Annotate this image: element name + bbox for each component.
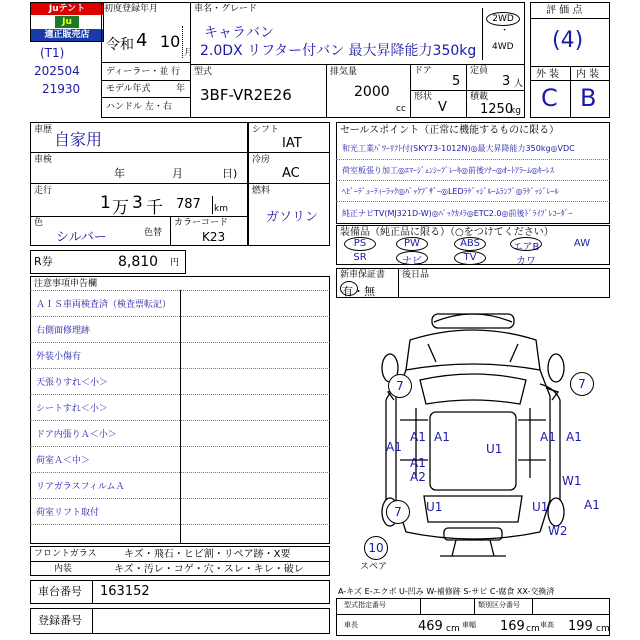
length-unit: cm <box>446 624 460 634</box>
equip-ps-circle <box>344 237 376 251</box>
equip-aw: AW <box>573 238 591 249</box>
note-item: 荷室Ａ＜中＞ <box>36 456 91 466</box>
equip-pw-circle <box>396 237 428 251</box>
capacity-unit: 人 <box>514 79 524 89</box>
vehicle-info-box <box>101 2 525 118</box>
warranty-value: 有・無 <box>342 285 375 298</box>
stock-tag: (T1) <box>40 46 65 60</box>
inspection-year: 年 <box>114 167 125 180</box>
ac-value: AC <box>282 166 300 181</box>
damage-mark: A2 <box>410 470 426 484</box>
recycle-label: R券 <box>34 255 53 268</box>
shape-value: V <box>438 100 447 115</box>
damage-mark: U1 <box>532 500 549 514</box>
warranty-label: 新車保証書 <box>340 270 386 280</box>
model-year-unit: 年 <box>176 84 186 94</box>
int-grade: B <box>580 84 597 112</box>
reg-year: 4 <box>136 30 148 51</box>
drive-2wd-circle: 2WD <box>486 12 520 26</box>
mileage-unit: km <box>214 204 228 214</box>
damage-legend: A-キズ E-エクボ U-凹み W-補修跡 S-サビ C-腐食 XX-交換済 <box>338 587 555 596</box>
note-item: 天張りすれ＜小＞ <box>36 378 109 388</box>
car-name: キャラバン <box>204 25 274 41</box>
fuel-value: ガソリン <box>266 210 319 225</box>
damage-mark: W2 <box>548 524 568 538</box>
type-designation-label: 型式指定番号 <box>344 601 386 609</box>
mileage-man: 万 <box>112 198 129 218</box>
width-value: 169 <box>500 619 525 634</box>
damage-mark: A1 <box>410 456 426 470</box>
equip-tv-circle <box>454 251 486 265</box>
damage-mark: U1 <box>486 442 503 456</box>
mileage-sen: 千 <box>146 198 163 218</box>
doors-label: ドア <box>414 66 432 76</box>
recycle-unit: 円 <box>170 258 180 268</box>
note-item: 右側面修理跡 <box>36 326 91 336</box>
car-grade: 2.0DX リフター付バン 最大昇降能力350kg <box>200 43 477 59</box>
damage-mark: W1 <box>562 474 582 488</box>
selling-line-1: 和光工業ﾊﾟﾜｰﾘﾌﾄ付(SKY73-1012N)◎最大昇降能力350kg◎VDC <box>342 144 575 153</box>
doors-value: 5 <box>452 74 461 89</box>
warranty-circle <box>340 281 358 296</box>
recycle-value: 8,810 <box>118 254 159 270</box>
load-value: 1250 <box>480 102 514 117</box>
inspection-month: 月 <box>172 167 183 180</box>
note-item: シートすれ＜小＞ <box>36 404 108 414</box>
equip-sr: SR <box>353 252 367 263</box>
drive-dot: ・ <box>500 26 510 36</box>
notes-label: 注意事項申告欄 <box>34 279 98 289</box>
width-unit: cm <box>526 624 540 634</box>
car-name-label: 車名・グレード <box>194 4 258 14</box>
damage-mark: U1 <box>426 500 443 514</box>
color-code: K23 <box>202 230 226 244</box>
tire-mark: 7 <box>570 372 594 396</box>
damage-mark: A1 <box>386 440 402 454</box>
mileage-rest: 787 <box>176 197 201 212</box>
grade-score: (4) <box>552 28 584 53</box>
type-value: 3BF-VR2E26 <box>200 86 292 104</box>
length-value: 469 <box>418 619 443 634</box>
displacement-label: 排気量 <box>330 67 358 77</box>
selling-points-label: セールスポイント（正常に機能するものに限る） <box>340 125 560 136</box>
recycle-box <box>30 250 186 274</box>
cert-banner: 適正販売店 <box>31 29 103 41</box>
drive-4wd: 4WD <box>492 42 514 52</box>
color-value: シルバー <box>56 230 107 245</box>
selling-line-3: ﾍﾋﾞｰﾃﾞｭｰﾃｨｰﾗｯｸ◎ﾊﾞｯｸﾌﾞｻﾞｰ◎LEDﾗｹﾞｯｼﾞﾙｰﾑﾗﾝﾌﾟ◎ﾗｹﾞｯｼﾞﾚｰﾙ <box>342 187 559 196</box>
equip-navi: ナビ <box>402 256 422 267</box>
interior-label: 内装 <box>54 564 73 574</box>
class-number-label: 類別区分番号 <box>478 601 520 609</box>
height-unit: cm <box>596 624 610 634</box>
color-label: 色 <box>34 218 44 228</box>
mileage-thousand: 3 <box>132 193 143 213</box>
reg-era: 令和 <box>106 37 134 53</box>
chassis-label: 車台番号 <box>38 585 82 598</box>
damage-mark: A1 <box>434 430 450 444</box>
ju-mark: Ju <box>55 16 79 28</box>
grade-label: 評 価 点 <box>546 5 583 16</box>
height-label: 車高 <box>540 621 554 629</box>
interior-value: キズ・汚レ・コゲ・穴・スレ・キレ・破レ <box>114 564 304 575</box>
equip-navi-circle <box>396 251 428 265</box>
type-label: 型式 <box>194 67 213 77</box>
equip-leather: カワ <box>516 256 536 267</box>
width-label: 車幅 <box>462 621 476 629</box>
reg-month-unit: 月 <box>184 48 194 58</box>
shift-label: シフト <box>252 125 280 135</box>
equip-ps: PS <box>353 238 367 249</box>
color-change-label: 色替 <box>144 228 163 238</box>
load-unit: kg <box>510 106 521 116</box>
damage-mark: A1 <box>410 430 426 444</box>
displacement-unit: cc <box>396 104 406 114</box>
dealer-label: ディーラー・並 行 <box>106 67 181 77</box>
later-date-label: 後日品 <box>402 270 430 280</box>
tire-mark: 7 <box>388 374 412 398</box>
ac-label: 冷房 <box>252 155 271 165</box>
damage-mark: A1 <box>584 498 600 512</box>
ext-label: 外 装 <box>536 69 560 80</box>
note-item: 荷室リフト取付 <box>36 508 100 518</box>
dealer-logo <box>30 2 104 42</box>
registration-label: 登録番号 <box>38 614 82 627</box>
shift-value: IAT <box>282 136 302 151</box>
front-glass-value: キズ・飛石・ヒビ割・リペア跡・X要 <box>124 549 291 560</box>
equip-airbag-circle <box>510 237 542 251</box>
inspection-day: 日) <box>222 167 238 180</box>
displacement-value: 2000 <box>354 84 390 100</box>
damage-mark: A1 <box>566 430 582 444</box>
equip-abs: ABS <box>460 238 480 249</box>
length-label: 車長 <box>344 621 358 629</box>
equip-pw: PW <box>404 238 420 249</box>
spare-tire-mark: 10 <box>364 536 388 560</box>
note-item: リアガラスフィルムＡ <box>36 482 125 492</box>
mileage-ten-thousand: 1 <box>100 193 111 213</box>
damage-mark: A1 <box>540 430 556 444</box>
mileage-label: 走行 <box>34 186 53 196</box>
inspection-label: 車検 <box>34 155 53 165</box>
equipment-label: 装備品（純正品に限る）（○をつけてください） <box>340 227 554 238</box>
tire-mark: 7 <box>386 500 410 524</box>
color-code-label: カラーコード <box>174 218 229 228</box>
usage-value: 自家用 <box>54 130 103 149</box>
spare-label: スペア <box>360 562 388 572</box>
reg-date-label: 初度登録年月 <box>104 4 159 14</box>
reg-month: 10 <box>160 32 181 51</box>
height-value: 199 <box>568 619 593 634</box>
ext-grade: C <box>541 84 558 112</box>
front-glass-label: フロントガラス <box>34 549 97 559</box>
selling-line-2: 荷室板張り加工◎ｴﾏｰｼﾞｪﾝｼｰﾌﾞﾚｰｷ◎前後ｿﾅｰ◎ｵｰﾄｱﾗｰﾑ◎ｷｰﾚｽ <box>342 166 554 175</box>
capacity-label: 定員 <box>470 66 489 76</box>
int-label: 内 装 <box>576 69 600 80</box>
handle-label: ハンドル 左・右 <box>106 102 172 112</box>
usage-label: 車歴 <box>34 125 53 135</box>
chassis-value: 163152 <box>100 584 150 599</box>
shape-label: 形状 <box>414 92 433 102</box>
load-label: 積載 <box>470 92 489 102</box>
equip-abs-circle <box>454 237 486 251</box>
capacity-value: 3 <box>502 74 511 89</box>
stock-number-1: 202504 <box>34 64 80 78</box>
model-year-label: モデル年式 <box>106 84 151 94</box>
note-item: ＡＩＳ車両検査済（検査票転記） <box>36 300 172 310</box>
note-item: 外装小傷有 <box>36 352 82 362</box>
equip-airbag: エアB <box>512 242 540 253</box>
brand-banner: Juテント <box>31 3 103 15</box>
note-item: ドア内張りＡ＜小＞ <box>36 430 117 440</box>
stock-number-2: 21930 <box>42 82 81 96</box>
fuel-label: 燃料 <box>252 186 271 196</box>
selling-line-4: 純正ナビTV(MJ321D-W)◎ﾊﾞｯｸｶﾒﾗ◎ETC2.0◎前後ﾄﾞﾗｲﾌﾞﾚｺｰﾀﾞｰ <box>342 209 573 218</box>
equip-tv: TV <box>463 252 477 263</box>
